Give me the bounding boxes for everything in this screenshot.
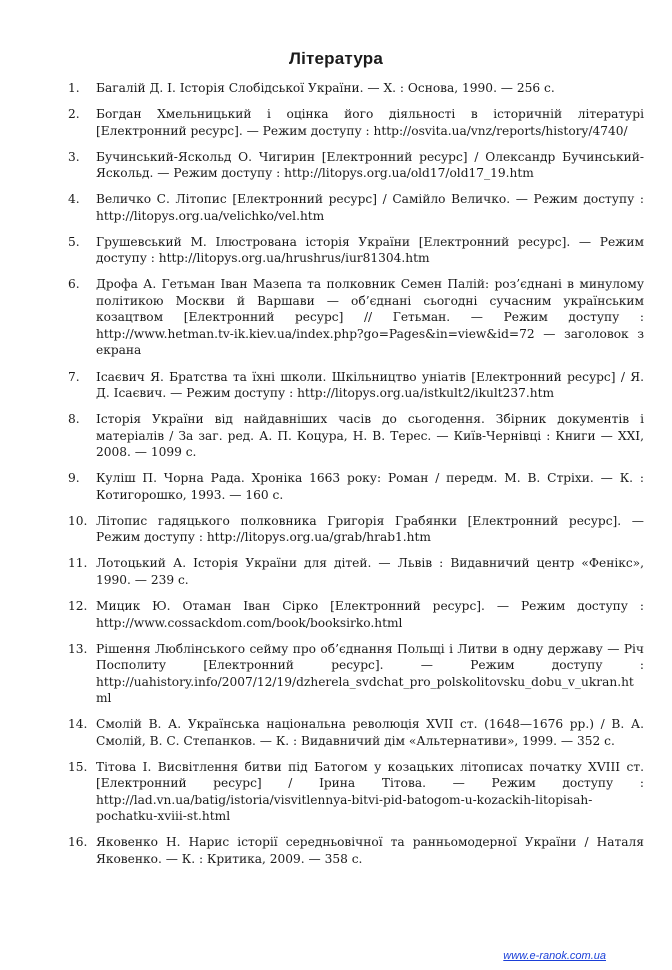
reference-number: 4. [68, 192, 80, 207]
reference-item [68, 598, 644, 631]
reference-text: Багалій Д. І. Історія Слобідської України. — Х. : Основа, 1990. — 256 с. [96, 81, 555, 95]
reference-number: 11. [68, 556, 88, 571]
reference-list [68, 80, 644, 877]
reference-text: Яковенко Н. Нарис історії середньовічної та ранньомодерної України / Наталя Яковенко. — К. : Критика, 2009. — 358 с. [96, 835, 644, 866]
reference-text: Дрофа А. Гетьман Іван Мазепа та полковник Семен Палій: роз’єднані в минулому політикою Москви й Варшави — об’єднані сьогодні сучасним українським козацтвом [Електронний ресурс] // Гетьман. — Режим доступу : http://www.hetman.tv-ik.kiev.ua/index.php?go=Pages&in=view&id=72 — заголовок з екрана [96, 277, 644, 358]
reference-item [68, 106, 644, 139]
reference-number: 5. [68, 234, 80, 249]
reference-item [68, 555, 644, 588]
reference-text: Смолій В. А. Українська національна революція XVII ст. (1648—1676 рр.) / В. А. Смолій, В. С. Степанков. — К. : Видавничий дім «Альтернативи», 1999. — 352 с. [96, 717, 644, 748]
reference-text: Куліш П. Чорна Рада. Хроніка 1663 року: Роман / передм. М. В. Стріхи. — К. : Котигорошко, 1993. — 160 с. [96, 471, 644, 502]
reference-item [68, 149, 644, 182]
reference-item [68, 513, 644, 546]
reference-text: Лотоцький А. Історія України для дітей. — Львів : Видавничий центр «Фенікс», 1990. — 239 с. [96, 556, 644, 587]
reference-item [68, 641, 644, 707]
reference-item [68, 411, 644, 461]
reference-item [68, 234, 644, 267]
reference-text: Ісаєвич Я. Братства та їхні школи. Шкільництво уніатів [Електронний ресурс] / Я. Д. Ісаєвич. — Режим доступу : http://litopys.org.ua/istkult2/ikult237.htm [96, 369, 644, 401]
reference-number: 6. [68, 277, 80, 292]
reference-number: 9. [68, 471, 80, 486]
reference-item [68, 716, 644, 749]
reference-text: Величко С. Літопис [Електронний ресурс] / Самійло Величко. — Режим доступу : http://litopys.org.ua/velichko/vel.htm [96, 192, 644, 223]
reference-number: 8. [68, 412, 80, 427]
reference-number: 12. [68, 599, 88, 614]
reference-number: 15. [68, 759, 88, 774]
reference-text: Історія України від найдавніших часів до сьогодення. Збірник документів і матеріалів / За заг. ред. А. П. Коцура, Н. В. Терес. — Київ-Чернівці : Книги — XXI, 2008. — 1099 с. [96, 412, 644, 460]
reference-item [68, 834, 644, 867]
reference-number: 13. [68, 641, 88, 656]
reference-text: Тітова І. Висвітлення битви під Батогом у козацьких літописах початку XVIII ст. [Електронний ресурс] / Ірина Тітова. — Режим доступу : http://lad.vn.ua/batig/istoria/visvitlennya-bitvi-pid-batogom-u-kozackih-litopisah-pochatku-xviii-st.html [96, 759, 644, 824]
reference-item [68, 759, 644, 825]
reference-item [68, 80, 644, 97]
reference-number: 2. [68, 107, 80, 122]
reference-number: 3. [68, 149, 80, 164]
reference-number: 16. [68, 835, 88, 850]
reference-item [68, 470, 644, 503]
reference-text: Мицик Ю. Отаман Іван Сірко [Електронний ресурс]. — Режим доступу : http://www.cossackdom.com/book/booksirko.html [96, 599, 644, 630]
footer-website-link[interactable]: www.e-ranok.com.ua [503, 950, 606, 962]
reference-item [68, 369, 644, 402]
reference-number: 10. [68, 513, 88, 528]
reference-item [68, 276, 644, 359]
reference-text: Літопис гадяцького полковника Григорія Грабянки [Електронний ресурс]. — Режим доступу : http://litopys.org.ua/grab/hrab1.htm [96, 513, 644, 545]
reference-text: Бучинський-Яскольд О. Чигирин [Електронний ресурс] / Олександр Бучинський-Яскольд. — Режим доступу : http://litopys.org.ua/old17/old17_19.htm [96, 149, 644, 181]
reference-text: Богдан Хмельницький і оцінка його діяльності в історичній літературі [Електронний ресурс]. — Режим доступу : http://osvita.ua/vnz/reports/history/4740/ [96, 107, 644, 138]
page-title: Література [288, 49, 384, 69]
reference-number: 14. [68, 717, 88, 732]
reference-text: Рішення Люблінського сейму про об’єднання Польщі і Литви в одну державу — Річ Посполиту [Електронний ресурс]. — Режим доступу : http://uahistory.info/2007/12/19/dzherela_svdchat_pro_polskolitovsku_dobu_v_ukran.html [96, 641, 644, 706]
reference-text: Грушевський М. Ілюстрована історія України [Електронний ресурс]. — Режим доступу : http://litopys.org.ua/hrushrus/iur81304.htm [96, 234, 644, 266]
reference-number: 1. [68, 81, 80, 95]
reference-number: 7. [68, 369, 80, 384]
reference-item [68, 191, 644, 224]
